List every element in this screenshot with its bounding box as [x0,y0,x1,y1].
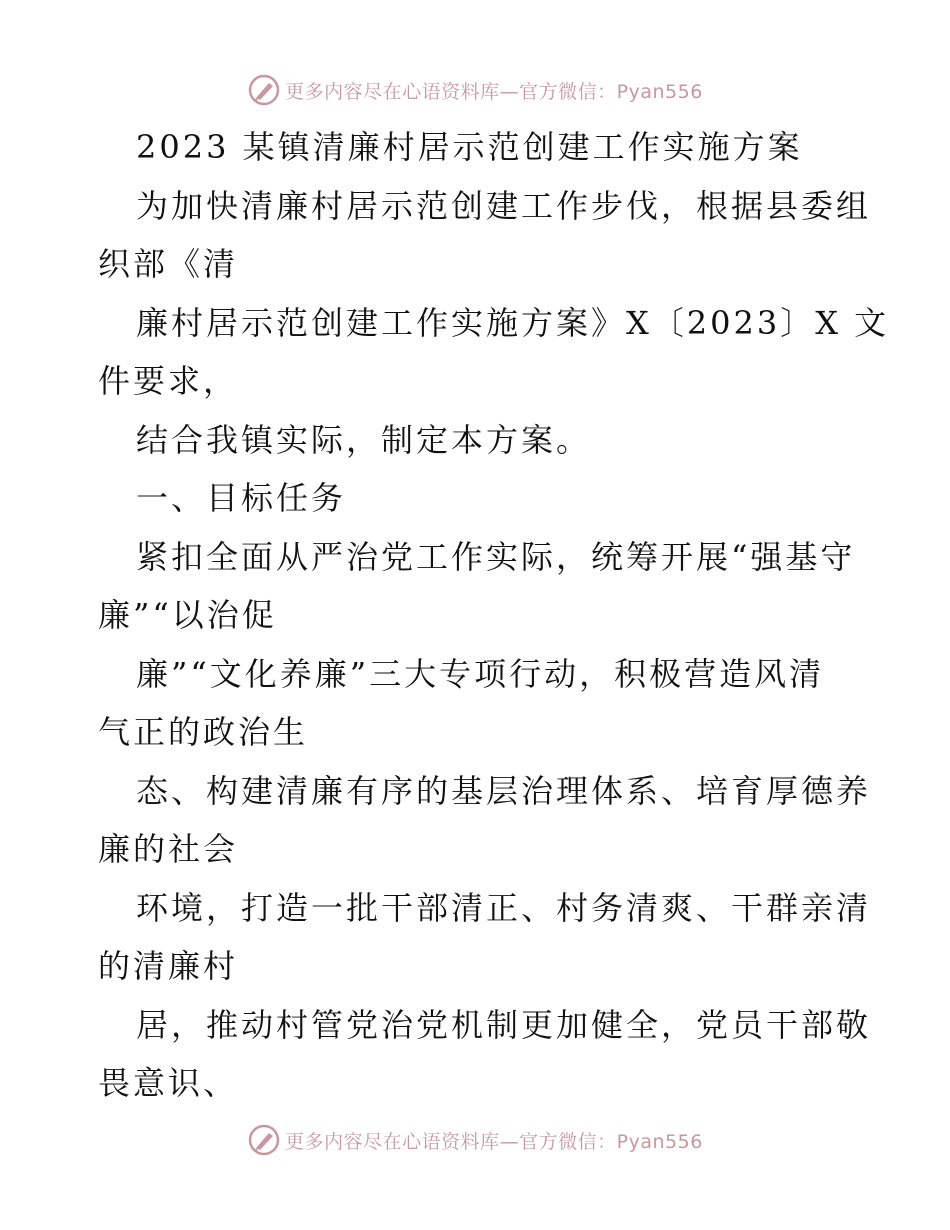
text-line: 廉”“文化养廉”三大专项行动，积极营造风清 [136,654,825,693]
text-line: 为加快清廉村居示范创建工作步伐，根据县委组 [136,186,872,225]
text-line: 廉”“以治促 [98,596,277,634]
text-line: 结合我镇实际，制定本方案。 [136,420,592,459]
text-line: 的清廉村 [98,947,239,985]
pen-logo-icon [247,1123,281,1157]
text-line: 织部《清 [98,245,239,283]
pen-logo-icon [247,73,281,107]
text-line: 环境，打造一批干部清正、村务清爽、干群亲清 [136,888,872,927]
document-title: 2023 某镇清廉村居示范创建工作实施方案 [136,128,803,166]
text-line: 畏意识、 [98,1064,239,1102]
watermark-banner-bottom [0,1120,950,1160]
text-line: 一、目标任务 [136,479,347,517]
text-line: 气正的政治生 [98,713,309,751]
text-line: 廉的社会 [98,830,239,868]
text-line: 件要求， [98,362,239,400]
watermark-text: 更多内容尽在心语资料库—官方微信：Pyan556 [285,1130,703,1153]
text-line: 态、构建清廉有序的基层治理体系、培育厚德养 [136,771,872,810]
watermark-banner-top [0,70,950,110]
watermark-text: 更多内容尽在心语资料库—官方微信：Pyan556 [285,80,703,103]
text-line: 紧扣全面从严治党工作实际，统筹开展“强基守 [136,537,856,576]
document-body [98,118,890,1113]
text-line: 居，推动村管党治党机制更加健全，党员干部敬 [136,1005,872,1044]
text-line: 廉村居示范创建工作实施方案》X〔2023〕X 文 [136,303,890,342]
